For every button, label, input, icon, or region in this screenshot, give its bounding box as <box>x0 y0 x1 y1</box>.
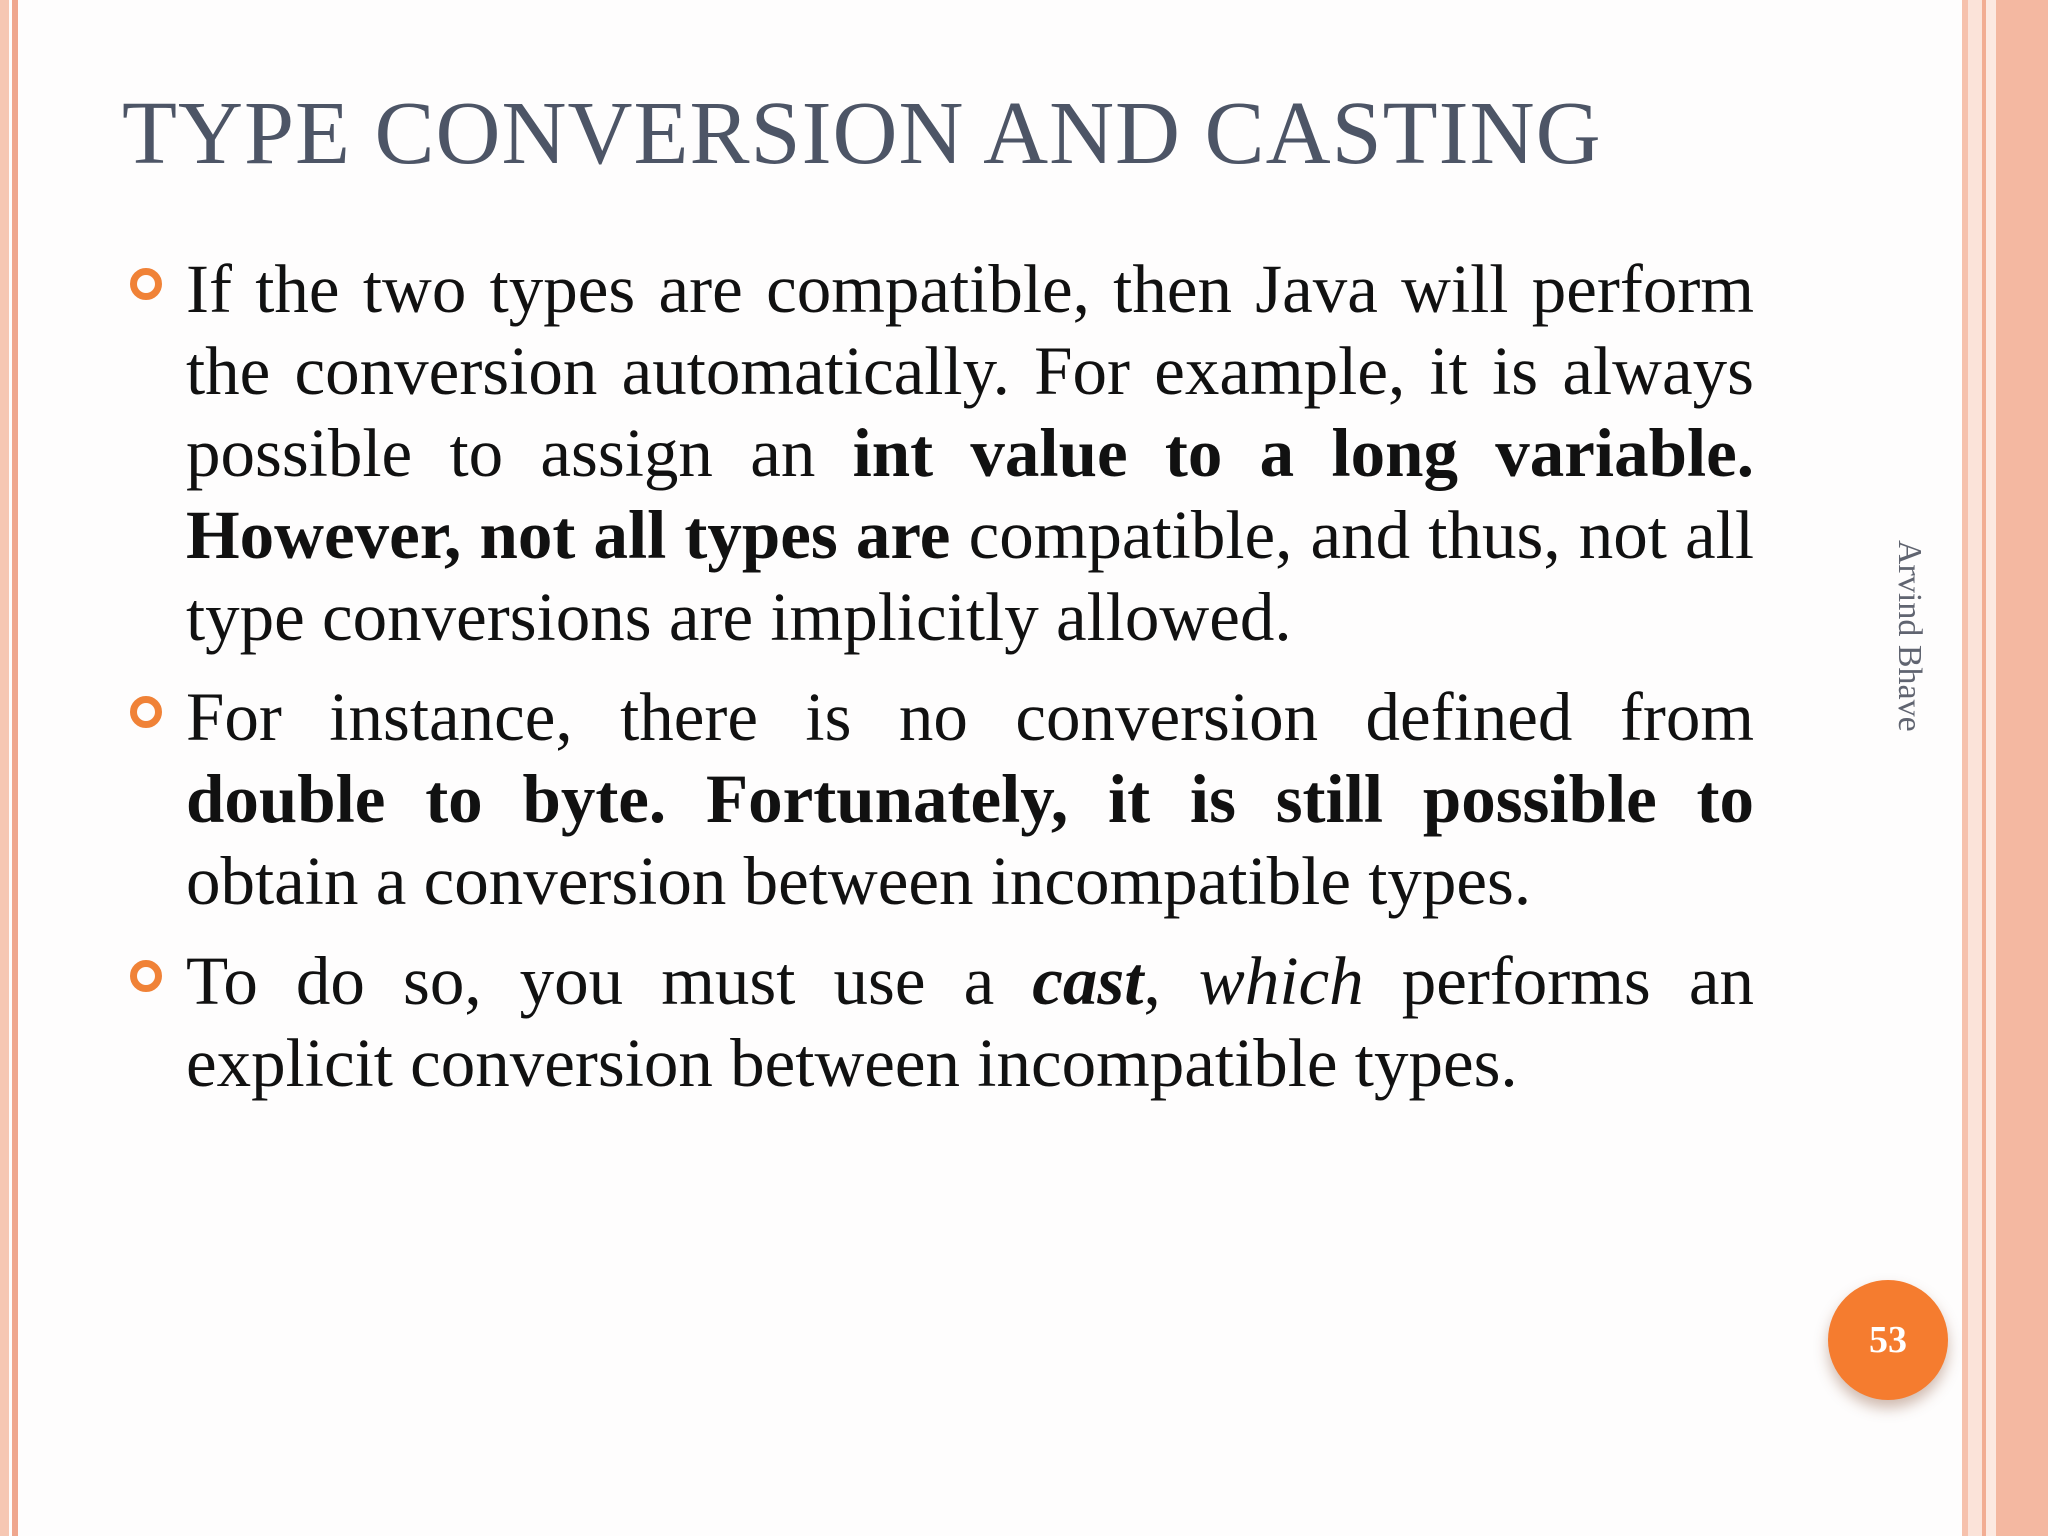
bullet-text-segment-italic: which <box>1198 943 1364 1019</box>
bullet-text-segment: compatible, and thus, not all type conversions are implicitly allowed. <box>186 497 1755 655</box>
page-number: 53 <box>1869 1319 1907 1361</box>
bullet-item <box>126 676 1756 922</box>
bullet-ring-icon <box>130 696 162 728</box>
bullet-item <box>126 248 1756 658</box>
bullet-text-segment: , <box>1143 943 1199 1019</box>
left-border-line <box>12 0 18 1536</box>
right-border-stripe <box>1968 0 1982 1536</box>
bullet-text <box>186 676 1754 922</box>
bullet-text-segment: obtain a conversion between incompatible types. <box>186 843 1532 919</box>
bullet-ring-icon <box>130 960 162 992</box>
bullet-text-segment: For instance, there is no conversion defined from <box>186 679 1754 755</box>
bullet-text-segment: performs an explicit conversion between incompatible types. <box>186 943 1754 1101</box>
bullet-text-segment-bold: double to byte. Fortunately, it is still possible to <box>186 761 1754 837</box>
bullet-text-segment: To do so, you must use a <box>186 943 1033 1019</box>
author-label: Arvind Bhave <box>1891 540 1928 732</box>
bullet-ring-icon <box>130 268 162 300</box>
slide-title: TYPE CONVERSION AND CASTING <box>122 84 1602 183</box>
left-border-stripe <box>0 0 9 1536</box>
bullet-list <box>126 248 1756 1122</box>
bullet-text <box>186 248 1754 658</box>
right-border-stripe <box>1996 0 2048 1536</box>
right-border-stripe <box>1986 0 1996 1536</box>
bullet-text-segment-bold-italic: cast <box>1032 943 1144 1019</box>
bullet-text-segment-bold: int value to a long variable. However, not all types are <box>186 415 1754 573</box>
bullet-item <box>126 940 1756 1104</box>
page-number-badge <box>1828 1280 1948 1400</box>
bullet-text <box>186 940 1754 1104</box>
bullet-text-segment: If the two types are compatible, then Java will perform the conversion automatically. For example, it is always possible to assign an <box>186 251 1754 491</box>
